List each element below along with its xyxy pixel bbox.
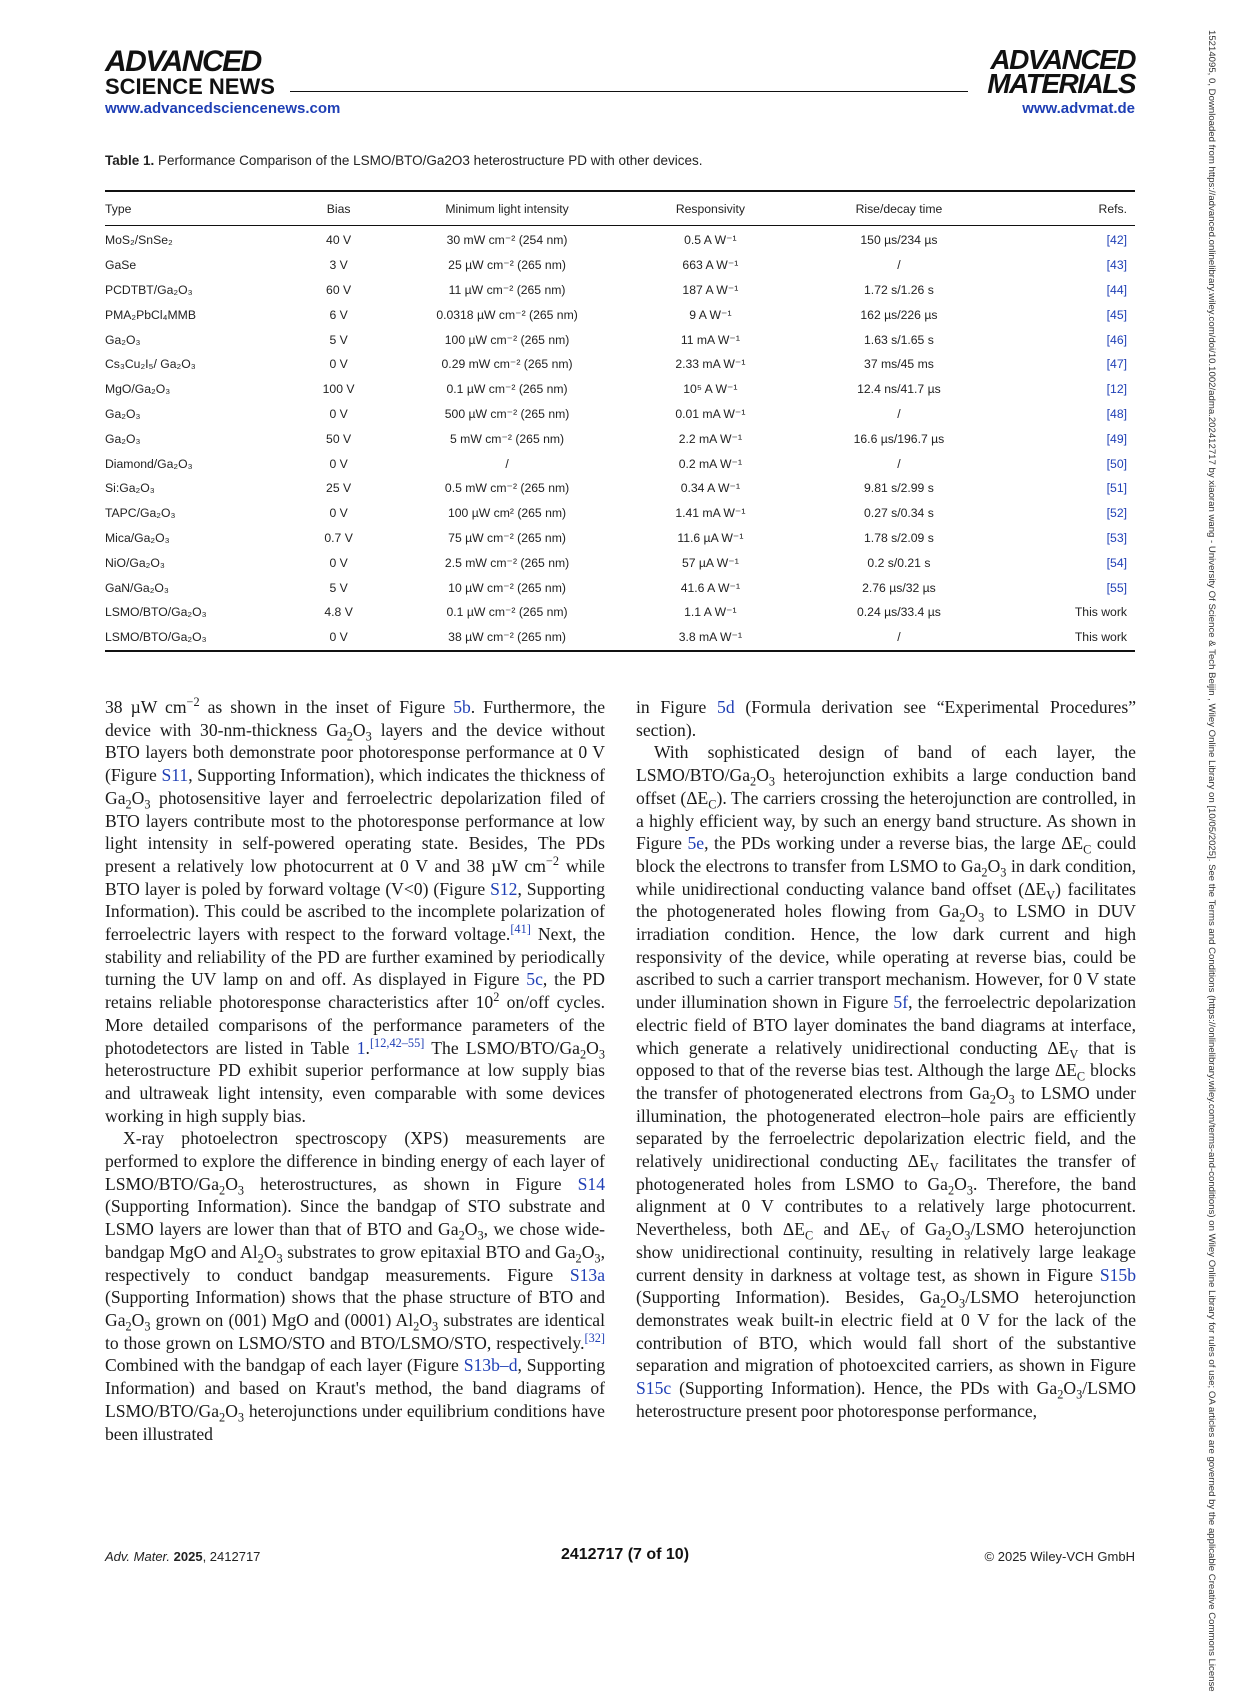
- cell-type: Si:Ga₂O₃: [105, 481, 155, 496]
- cell-type: MgO/Ga₂O₃: [105, 382, 171, 397]
- table-body: [105, 226, 1135, 651]
- side-note-text: 15214095, 0, Downloaded from https://advanced.onlinelibrary.wiley.com/doi/10.1002/adma.202412717 by xiaoran wang - University Of Science & Tech Beijin , Wiley Online Library on [10/05/2025]. See the Terms and Conditions (https://onlinelibrary.wiley.com/terms-and-conditions) on Wiley Online Library for rules of use; OA articles are governed by the applicable Creative Commons License: [1206, 30, 1217, 1692]
- cell-min-light: 0.29 mW cm⁻² (265 nm): [441, 357, 573, 372]
- left-url-link[interactable]: www.advancedsciencenews.com: [105, 100, 341, 117]
- cell-bias: 25 V: [326, 481, 352, 496]
- cell-type: LSMO/BTO/Ga₂O₃: [105, 605, 207, 620]
- cell-responsivity: 187 A W⁻¹: [682, 282, 739, 297]
- fig-5e-link[interactable]: 5e: [687, 833, 705, 854]
- fig-5b-link[interactable]: 5b: [453, 697, 471, 717]
- cell-min-light: 100 µW cm² (265 nm): [448, 506, 567, 521]
- ref-41-link[interactable]: [41]: [510, 922, 531, 937]
- cell-rise-decay: /: [897, 258, 901, 273]
- cell-responsivity: 3.8 mA W⁻¹: [678, 630, 743, 645]
- cell-min-light: 100 µW cm⁻² (265 nm): [444, 332, 570, 347]
- right-paragraph-1: in Figure 5d (Formula derivation see “Experimental Procedures” section).: [636, 697, 1137, 740]
- table-caption-text: Performance Comparison of the LSMO/BTO/Ga2O3 heterostructure PD with other devices.: [158, 153, 703, 168]
- right-logo-line1: ADVANCED: [990, 44, 1135, 75]
- table-row: [105, 476, 1135, 501]
- cell-rise-decay: 1.72 s/1.26 s: [864, 282, 934, 297]
- cell-min-light: 0.1 µW cm⁻² (265 nm): [446, 382, 568, 397]
- cell-type: Ga₂O₃: [105, 431, 141, 446]
- header-type: Type: [105, 201, 132, 216]
- table-caption: [105, 153, 1135, 168]
- cell-responsivity: 2.2 mA W⁻¹: [678, 431, 743, 446]
- table-row: [105, 278, 1135, 303]
- cell-rise-decay: 9.81 s/2.99 s: [864, 481, 934, 496]
- cell-min-light: 0.1 µW cm⁻² (265 nm): [446, 605, 568, 620]
- cell-rise-decay: 16.6 µs/196.7 µs: [853, 431, 945, 446]
- cell-min-light: 10 µW cm⁻² (265 nm): [448, 580, 566, 595]
- cell-ref[interactable]: [43]: [1106, 258, 1127, 273]
- cell-type: GaN/Ga₂O₃: [105, 580, 169, 595]
- cell-rise-decay: 1.63 s/1.65 s: [864, 332, 934, 347]
- cell-ref[interactable]: [12]: [1106, 382, 1127, 397]
- cell-min-light: 11 µW cm⁻² (265 nm): [448, 282, 566, 297]
- cell-type: NiO/Ga₂O₃: [105, 555, 165, 570]
- cell-rise-decay: 12.4 ns/41.7 µs: [857, 382, 941, 397]
- advanced-science-news-logo: [105, 45, 290, 99]
- cell-responsivity: 11.6 µA W⁻¹: [677, 530, 744, 545]
- cell-type: LSMO/BTO/Ga₂O₃: [105, 630, 207, 645]
- table-row: [105, 625, 1135, 651]
- cell-min-light: 30 mW cm⁻² (254 nm): [446, 233, 568, 248]
- cell-ref[interactable]: [47]: [1106, 357, 1127, 372]
- cell-type: PMA₂PbCl₄MMB: [105, 307, 196, 322]
- cell-responsivity: 11 mA W⁻¹: [680, 332, 740, 347]
- table-row: [105, 600, 1135, 625]
- cell-min-light: /: [505, 456, 509, 471]
- ref-32-link[interactable]: [32]: [584, 1330, 605, 1345]
- cell-bias: 50 V: [326, 431, 352, 446]
- ref-12-42-55-link[interactable]: [12,42–55]: [369, 1035, 425, 1050]
- cell-responsivity: 663 A W⁻¹: [682, 258, 739, 273]
- header-rise-decay: Rise/decay time: [855, 201, 943, 216]
- table-row: [105, 352, 1135, 377]
- table-row: [105, 302, 1135, 327]
- cell-type: Ga₂O₃: [105, 406, 141, 421]
- cell-rise-decay: 2.76 µs/32 µs: [862, 580, 936, 595]
- cell-ref[interactable]: [51]: [1106, 481, 1127, 496]
- cell-bias: 0 V: [329, 630, 348, 645]
- cell-rise-decay: 1.78 s/2.09 s: [864, 530, 934, 545]
- cell-type: MoS₂/SnSe₂: [105, 233, 173, 248]
- cell-rise-decay: 0.27 s/0.34 s: [864, 506, 934, 521]
- cell-bias: 5 V: [329, 580, 348, 595]
- footer-citation: Adv. Mater. 2025, 2412717: [105, 1549, 261, 1564]
- cell-responsivity: 0.5 A W⁻¹: [684, 233, 737, 248]
- header-min-light: Minimum light intensity: [445, 201, 569, 216]
- table-row: [105, 526, 1135, 551]
- cell-responsivity: 0.2 mA W⁻¹: [678, 456, 743, 471]
- fig-s13bd-link[interactable]: S13b–d: [463, 1355, 518, 1376]
- table-header-row: [105, 191, 1135, 226]
- cell-responsivity: 57 µA W⁻¹: [681, 555, 739, 570]
- cell-rise-decay: 0.2 s/0.21 s: [867, 555, 931, 570]
- cell-min-light: 2.5 mW cm⁻² (265 nm): [444, 555, 570, 570]
- cell-min-light: 75 µW cm⁻² (265 nm): [448, 530, 566, 545]
- cell-responsivity: 1.1 A W⁻¹: [684, 605, 737, 620]
- cell-ref[interactable]: [46]: [1106, 332, 1127, 347]
- table-row: [105, 226, 1135, 253]
- cell-bias: 60 V: [326, 282, 352, 297]
- cell-min-light: 0.5 mW cm⁻² (265 nm): [444, 481, 570, 496]
- table-row: [105, 426, 1135, 451]
- cell-bias: 0 V: [329, 406, 348, 421]
- cell-bias: 40 V: [326, 233, 352, 248]
- cell-responsivity: 1.41 mA W⁻¹: [675, 506, 746, 521]
- cell-ref[interactable]: [53]: [1106, 530, 1127, 545]
- cell-rise-decay: 150 µs/234 µs: [860, 233, 938, 248]
- footer-copyright: © 2025 Wiley-VCH GmbH: [984, 1549, 1135, 1564]
- cell-bias: 5 V: [329, 332, 348, 347]
- table-row: [105, 451, 1135, 476]
- left-logo-line1: ADVANCED: [105, 45, 261, 78]
- advanced-materials-logo: [975, 44, 1135, 99]
- footer-page-number: 2412717 (7 of 10): [560, 1546, 690, 1563]
- left-logo-line2: SCIENCE NEWS: [105, 74, 275, 99]
- right-url-link[interactable]: www.advmat.de: [1022, 100, 1135, 117]
- header-rule: [290, 91, 968, 92]
- cell-responsivity: 0.01 mA W⁻¹: [675, 406, 746, 421]
- right-logo-line2: MATERIALS: [987, 68, 1135, 99]
- cell-type: GaSe: [105, 258, 137, 273]
- performance-table: [105, 190, 1135, 652]
- cell-responsivity: 2.33 mA W⁻¹: [675, 357, 746, 372]
- cell-responsivity: 41.6 A W⁻¹: [680, 580, 741, 595]
- cell-min-light: 5 mW cm⁻² (265 nm): [450, 431, 565, 446]
- cell-ref[interactable]: [50]: [1106, 456, 1127, 471]
- cell-rise-decay: /: [897, 406, 901, 421]
- cell-ref[interactable]: [52]: [1106, 506, 1127, 521]
- cell-bias: 3 V: [329, 258, 348, 273]
- cell-bias: 0 V: [329, 357, 348, 372]
- cell-type: Ga₂O₃: [105, 332, 141, 347]
- cell-type: PCDTBT/Ga₂O₃: [105, 282, 193, 297]
- cell-bias: 0 V: [329, 555, 348, 570]
- cell-min-light: 0.0318 µW cm⁻² (265 nm): [436, 307, 578, 322]
- cell-type: TAPC/Ga₂O₃: [105, 506, 176, 521]
- fig-s15c-link[interactable]: S15c: [636, 1378, 672, 1399]
- fig-s14-link[interactable]: S14: [577, 1173, 605, 1194]
- cell-responsivity: 9 A W⁻¹: [689, 307, 732, 322]
- fig-s12-link[interactable]: S12: [490, 878, 518, 899]
- cell-rise-decay: 0.24 µs/33.4 µs: [857, 605, 941, 620]
- fig-5d-link[interactable]: 5d: [717, 697, 735, 717]
- cell-type: Cs₃Cu₂I₅/ Ga₂O₃: [105, 357, 196, 372]
- table-row: [105, 550, 1135, 575]
- cell-type: Mica/Ga₂O₃: [105, 530, 170, 545]
- cell-ref[interactable]: [54]: [1106, 555, 1127, 570]
- fig-s15b-link[interactable]: S15b: [1099, 1264, 1136, 1285]
- table-caption-label: Table 1.: [105, 153, 155, 168]
- table-row: [105, 327, 1135, 352]
- cell-ref[interactable]: [44]: [1106, 282, 1127, 297]
- cell-min-light: 25 µW cm⁻² (265 nm): [448, 258, 566, 273]
- right-paragraph-2: With sophisticated design of band of each layer, the LSMO/$BTO/Ga_2O_3$ heterojunction exhibits a large conduction band offset $(\Delta E_C)$. The carriers crossing the heterojunction are controlled, in a highly efficient way, by such an energy band structure. As shown in Figure 5e, the PDs working under a reverse bias, the large $\Delta E_C$ could block the electrons to transfer from LSMO to $Ga_2O_3$ in dark condition, while unidirectional conducting valance band offset $(\Delta E_V)$ facilitates the photogenerated holes flowing from $Ga_2O_3$ to LSMO in DUV irradiation condition. Hence, the low dark current and high responsivity of the device, while operating at reverse bias, could be ascribed to such a carrier transport mechanism. However, for 0 V state under illumination shown in Figure 5f, the ferroelectric depolarization electric field of BTO layer dominates the band diagrams at interface, which generate a relatively unidirectional conducting $\Delta E_V$ that is opposed to that of the reverse bias test. Although the large $\Delta E_C$ blocks the transfer of photogenerated electrons from $Ga_2O_3$ to LSMO under illumination, the photogenerated electron–hole pairs are efficiently separated by the ferroelectric depolarization electric field, and the relatively unidirectional conducting $\Delta E_V$ facilitates the transfer of photogenerated holes from LSMO to $Ga_2O_3$. Therefore, the band alignment at 0 V contributes to a relatively large photocurrent. Nevertheless, both $\Delta E_C$ and $\Delta E_V$ of $Ga_2O_3$/LSMO heterojunction show unidirectional continuity, resulting in relatively large leakage current density in darkness at voltage test, as shown in Figure S15b (Supporting Information). Besides, $Ga_2O_3$/LSMO heterojunction demonstrates weak built-in electric field at 0 V for the lack of the contribution of BTO, which would fall short of the substantive separation and migration of photoexcited carriers, as shown in Figure S15c (Supporting Information). Hence, the PDs with $Ga_2O_3$/LSMO heterostructure present poor photoresponse performance,: [636, 742, 1137, 1421]
- cell-ref[interactable]: [49]: [1106, 431, 1127, 446]
- fig-s13a-link[interactable]: S13a: [569, 1264, 605, 1285]
- cell-ref[interactable]: [45]: [1106, 307, 1127, 322]
- cell-responsivity: 10⁵ A W⁻¹: [683, 382, 738, 397]
- cell-bias: 100 V: [322, 382, 355, 397]
- cell-ref: This work: [1074, 630, 1127, 645]
- table-row: [105, 377, 1135, 402]
- body-column-right: [636, 696, 1136, 1423]
- table-row: [105, 402, 1135, 427]
- cell-rise-decay: 37 ms/45 ms: [864, 357, 934, 372]
- body-column-left: [105, 696, 605, 1445]
- cell-bias: 4.8 V: [324, 605, 353, 620]
- cell-bias: 0.7 V: [324, 530, 353, 545]
- cell-min-light: 38 µW cm⁻² (265 nm): [448, 630, 566, 645]
- fig-5f-link[interactable]: 5f: [893, 992, 909, 1013]
- table-1-link[interactable]: 1: [356, 1037, 366, 1058]
- cell-bias: 6 V: [329, 307, 348, 322]
- cell-bias: 0 V: [329, 506, 348, 521]
- table-row: [105, 501, 1135, 526]
- left-paragraph-1: 38 µW $cm^{-2}$ as shown in the inset of Figure 5b. Furthermore, the device with 30-nm-thickness $Ga_2O_3$ layers and the device without BTO layers both demonstrate poor photoresponse performance at 0 V (Figure S11, Supporting Information), which indicates the thickness of $Ga_2O_3$ photosensitive layer and ferroelectric depolarization filed of BTO layers contribute most to the photoresponse performance at low light intensity in self-powered operating state. Besides, The PDs present a relatively low photocurrent at 0 V and 38 µW $cm^{-2}$ while BTO layer is poled by forward voltage (V<0) (Figure S12, Supporting Information). This could be ascribed to the incomplete polarization of ferroelectric layers with respect to the forward voltage.[41] Next, the stability and reliability of the PD are further examined by periodically turning the UV lamp on and off. As displayed in Figure 5c, the PD retains reliable photoresponse characteristics after $10^2$ on/off cycles. More detailed comparisons of the performance parameters of the photodetectors are listed in Table 1.[12,42–55] The LSMO/$BTO/Ga_2O_3$ heterostructure PD exhibit superior performance at low supply bias and ultraweak light intensity, even comparable with some devices working in high supply bias.: [105, 695, 606, 1126]
- cell-rise-decay: /: [897, 456, 901, 471]
- cell-bias: 0 V: [329, 456, 348, 471]
- cell-min-light: 500 µW cm⁻² (265 nm): [444, 406, 570, 421]
- header-refs: Refs.: [1098, 201, 1127, 216]
- cell-ref[interactable]: [55]: [1106, 580, 1127, 595]
- table-row: [105, 575, 1135, 600]
- cell-type: Diamond/Ga₂O₃: [105, 456, 193, 471]
- cell-rise-decay: /: [897, 630, 901, 645]
- header-responsivity: Responsivity: [675, 201, 745, 216]
- fig-s11-link[interactable]: S11: [161, 765, 189, 786]
- cell-rise-decay: 162 µs/226 µs: [860, 307, 938, 322]
- left-paragraph-2: X-ray photoelectron spectroscopy (XPS) measurements are performed to explore the difference in binding energy of each layer of LSMO/$BTO/Ga_2O_3$ heterostructures, as shown in Figure S14 (Supporting Information). Since the bandgap of STO substrate and LSMO layers are lower than that of BTO and $Ga_2O_3$, we chose wide-bandgap MgO and $Al_2O_3$ substrates to grow epitaxial BTO and $Ga_2O_3$, respectively to conduct bandgap measurements. Figure S13a (Supporting Information) shows that the phase structure of BTO and $Ga_2O_3$ grown on (001) MgO and (0001) $Al_2O_3$ substrates are identical to those grown on LSMO/STO and BTO/LSMO/STO, respectively.[32] Combined with the bandgap of each layer (Figure S13b–d, Supporting Information) and based on Kraut's method, the band diagrams of LSMO/$BTO/Ga_2O_3$ heterojunctions under equilibrium conditions have been illustrated: [105, 1128, 605, 1444]
- header-bias: Bias: [326, 201, 351, 216]
- side-download-note: [1205, 30, 1219, 1692]
- fig-5c-link[interactable]: 5c: [526, 969, 543, 990]
- cell-ref: This work: [1074, 605, 1127, 620]
- cell-responsivity: 0.34 A W⁻¹: [680, 481, 741, 496]
- table-row: [105, 253, 1135, 278]
- cell-ref[interactable]: [42]: [1106, 233, 1127, 248]
- cell-ref[interactable]: [48]: [1106, 406, 1127, 421]
